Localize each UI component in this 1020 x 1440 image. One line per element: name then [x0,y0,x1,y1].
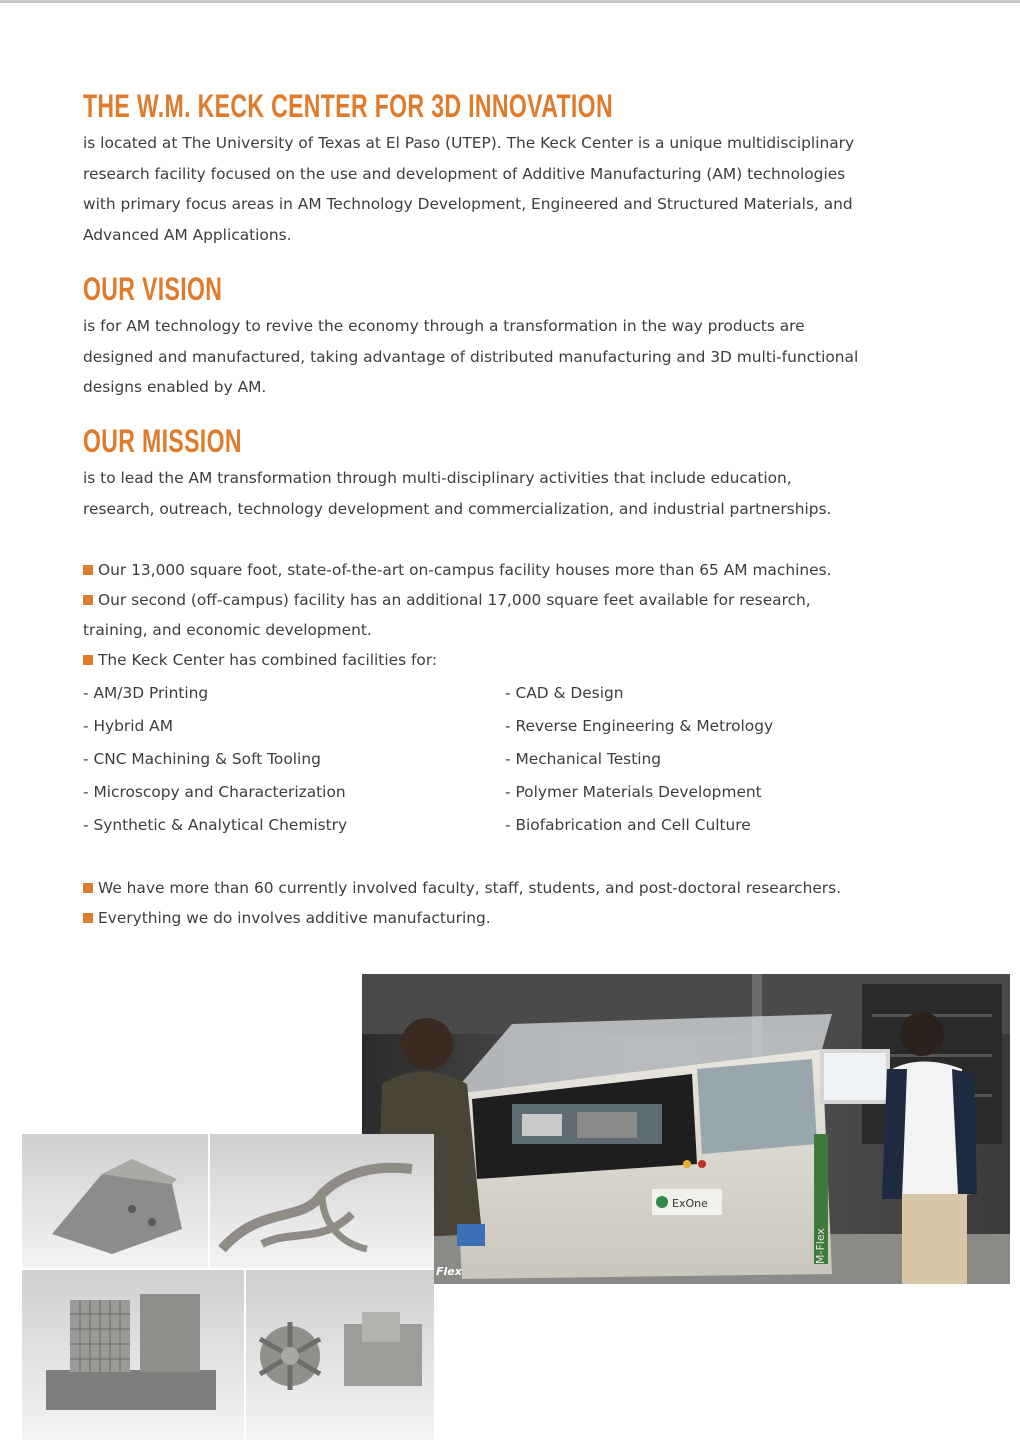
mission-body: is to lead the AM transformation through multi-disciplinary activities that include education, research, outreach, technology development and commercialization, and industrial partnerships. [83,469,832,518]
bullet-text: Our 13,000 square foot, state-of-the-art on-campus facility houses more than 65 AM machines. [98,561,832,579]
facility-item: - Biofabrication and Cell Culture [505,816,751,834]
intro-body: is located at The University of Texas at El Paso (UTEP). The Keck Center is a unique multidisciplinary research facility focused on the use and development of Additive Manufacturing (AM) technologies with primary focus areas in AM Technology Development, Engineered and Structured Materials, and Advanced AM Applications. [83,134,855,244]
vision-body: is for AM technology to revive the economy through a transformation in the way products are designed and manufactured, taking advantage of distributed manufacturing and 3D multi-functional designs enabled by AM. [83,317,859,396]
facility-item: - Polymer Materials Development [505,783,762,801]
machine-side-label: M-Flex [814,1228,827,1264]
facility-item: - Microscopy and Characterization [83,783,346,801]
facility-item: - Hybrid AM [83,717,173,735]
bullet-square-icon [83,595,93,605]
bullet-square-icon [83,565,93,575]
lab-machine-photo [362,974,1010,1284]
bullet-second-facility [83,585,811,615]
bullet-square-icon [83,655,93,665]
machine-brand-label: ExOne [672,1197,708,1210]
vision-heading: OUR VISION [83,271,223,307]
facility-item: - CAD & Design [505,684,624,702]
bullet-text: Everything we do involves additive manufacturing. [98,909,491,927]
bullet-square-icon [83,883,93,893]
bullet-people [83,873,841,903]
bullet-text: Our second (off-campus) facility has an additional 17,000 square feet available for research, [98,591,811,609]
bullet-facility-size [83,555,832,585]
bullet-text: The Keck Center has combined facilities for: [98,651,438,669]
bullet-square-icon [83,913,93,923]
facility-item: - Synthetic & Analytical Chemistry [83,816,348,834]
facility-item: - AM/3D Printing [83,684,209,702]
photo-corner-label: Flex [436,1265,462,1278]
top-rule [0,0,1020,3]
facility-item: - CNC Machining & Soft Tooling [83,750,321,768]
facility-item: - Mechanical Testing [505,750,662,768]
bullet-second-facility-cont: training, and economic development. [83,621,372,639]
bullet-text: We have more than 60 currently involved faculty, staff, students, and post-doctoral researchers. [98,879,842,897]
bullet-everything-am [83,903,491,933]
printed-parts-collage [22,1134,434,1440]
mission-heading: OUR MISSION [83,423,242,459]
bullet-combined-facilities [83,645,437,675]
facility-item: - Reverse Engineering & Metrology [505,717,774,735]
intro-heading: THE W.M. KECK CENTER FOR 3D INNOVATION [83,88,613,124]
